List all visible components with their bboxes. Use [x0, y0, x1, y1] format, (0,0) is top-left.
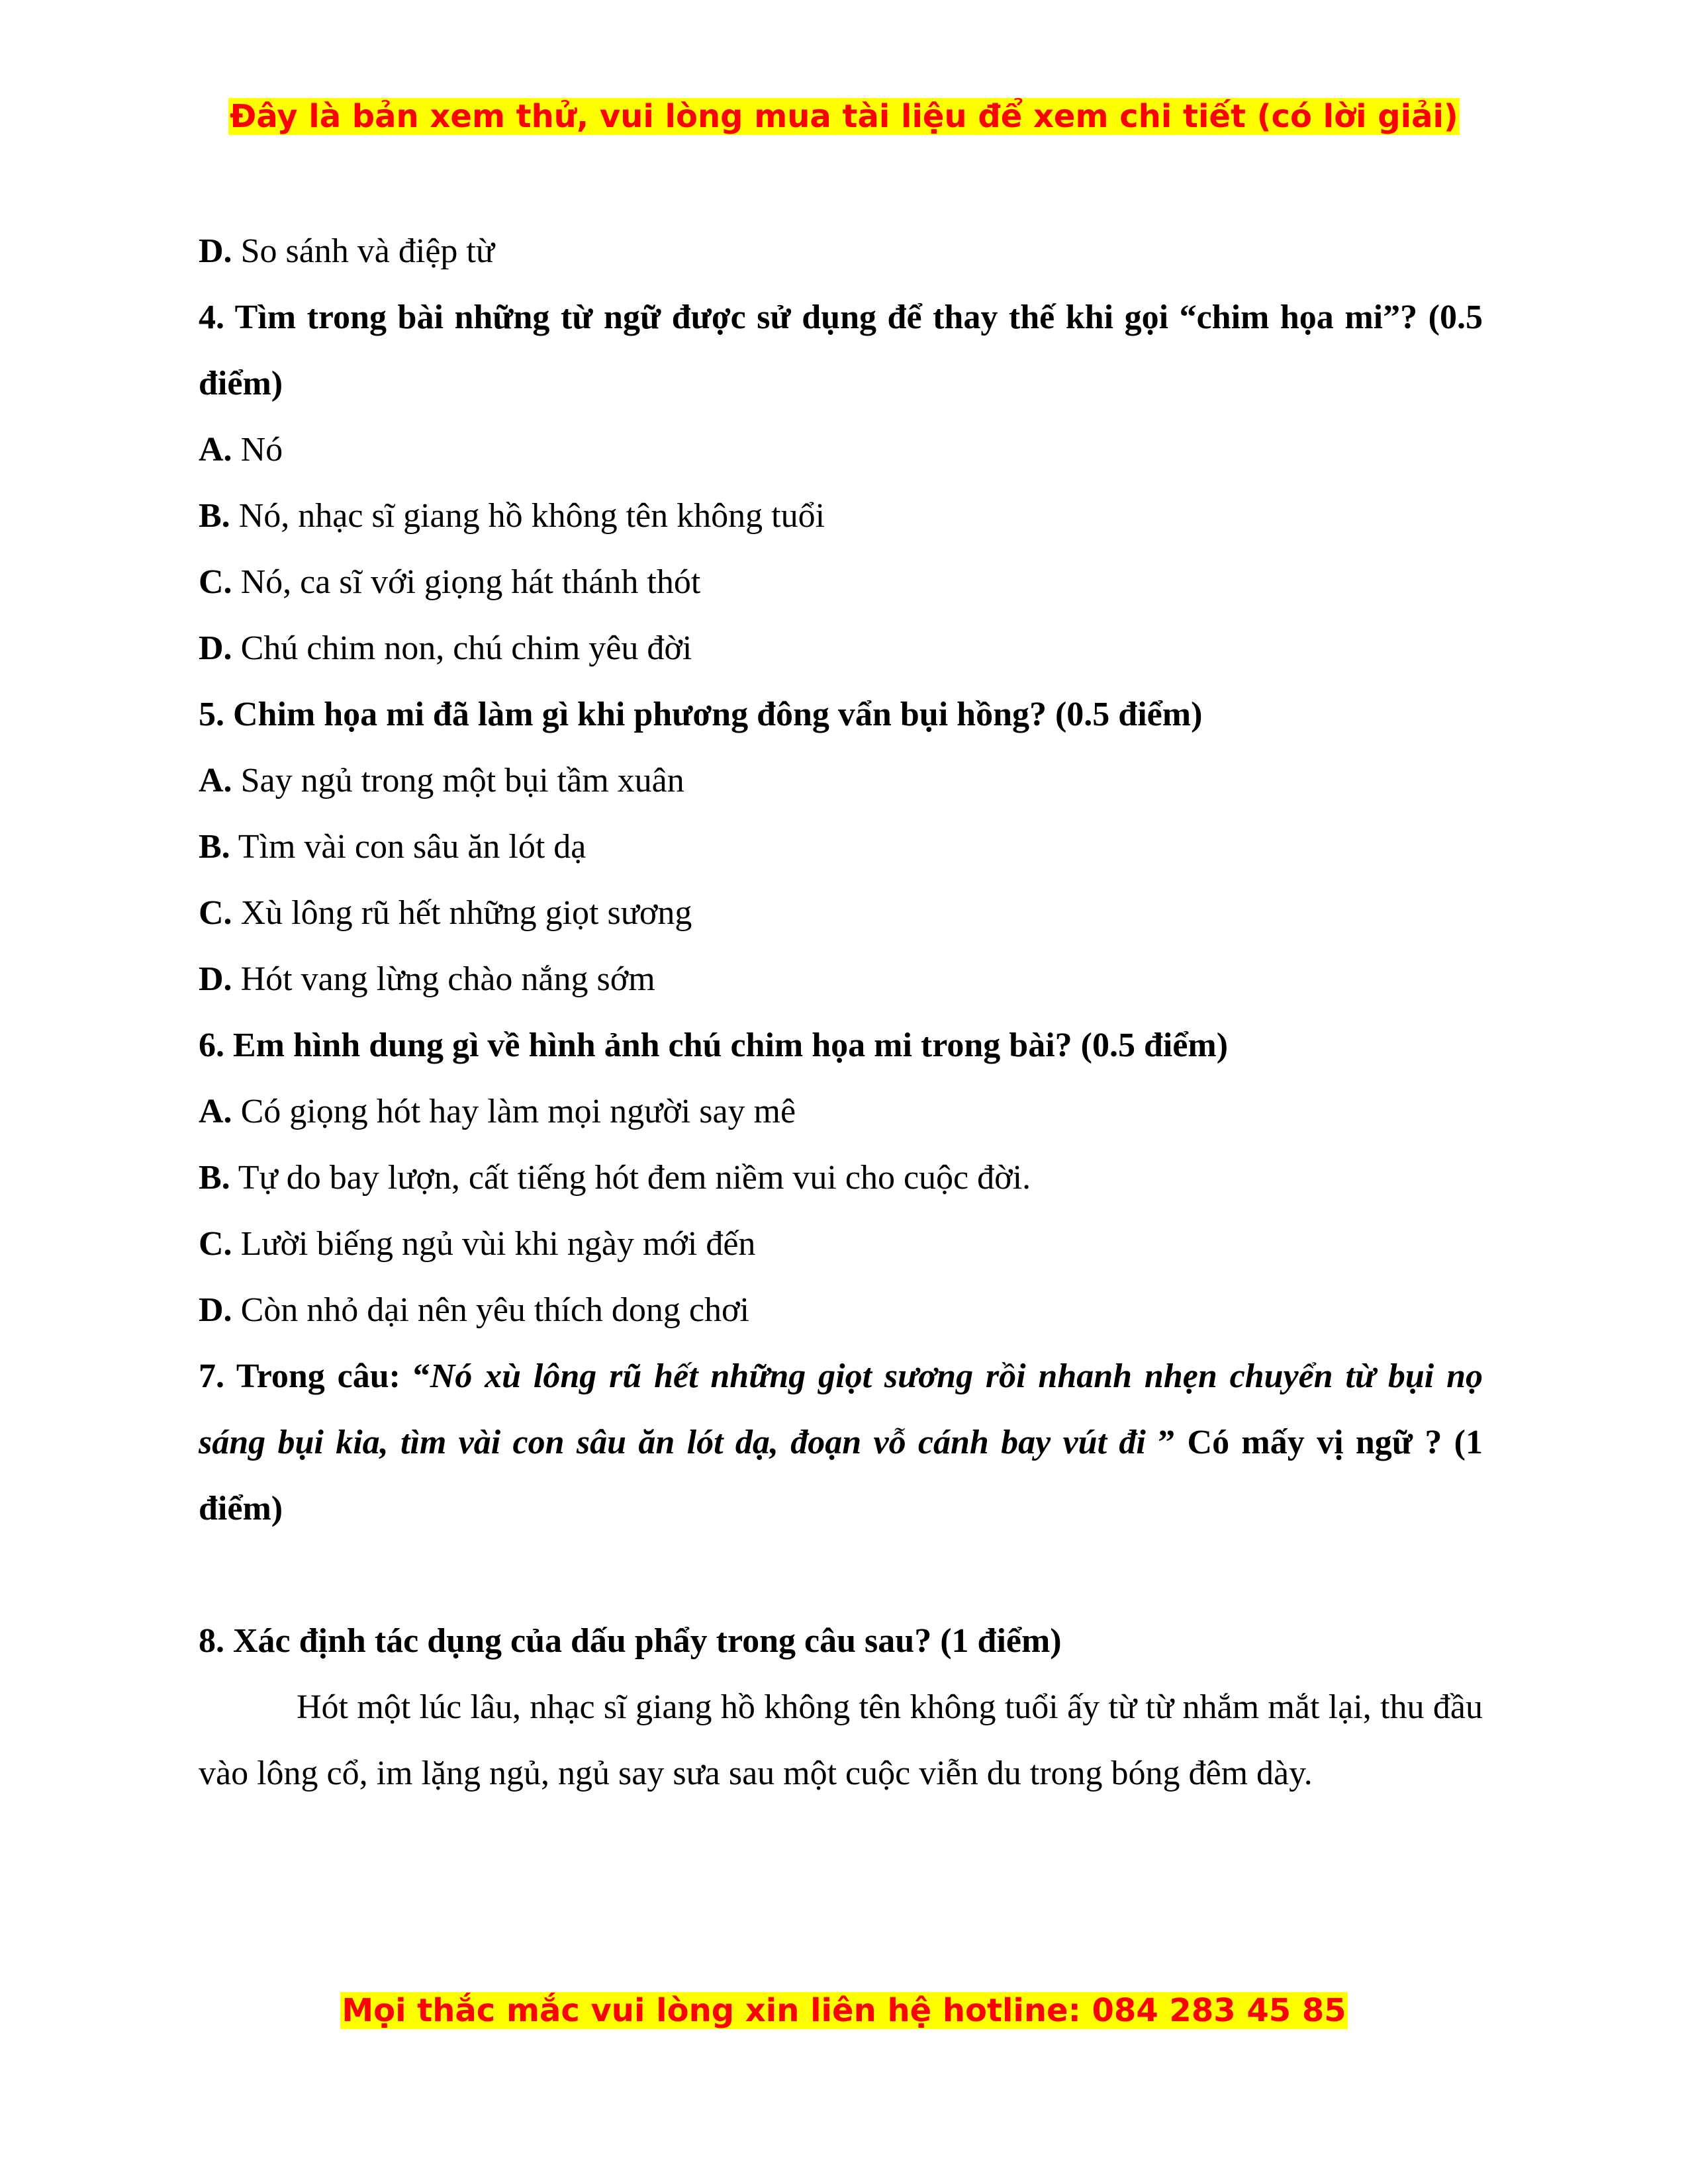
option-letter: A. — [199, 1093, 232, 1130]
option-text: Xù lông rũ hết những giọt sương — [232, 894, 692, 932]
q7-suffix: ” Có mấy vị ngữ ? (1 điểm) — [199, 1424, 1483, 1527]
option-letter: B. — [199, 497, 230, 535]
option-text: Lười biếng ngủ vùi khi ngày mới đến — [232, 1225, 756, 1263]
option-letter: D. — [199, 232, 232, 270]
preview-notice-text: Đây là bản xem thử, vui lòng mua tài liệu để xem chi tiết (có lời giải) — [230, 98, 1458, 135]
option-text: Nó, ca sĩ với giọng hát thánh thót — [232, 563, 701, 601]
option-letter: D. — [199, 960, 232, 998]
q6-option-b — [199, 1145, 1483, 1211]
q5-option-a — [199, 748, 1483, 814]
option-text: So sánh và điệp từ — [232, 232, 495, 270]
question-5: 5. Chim họa mi đã làm gì khi phương đông vẩn bụi hồng? (0.5 điểm) — [199, 696, 1203, 733]
q5-option-d — [199, 946, 1483, 1013]
q7-quote: Nó xù lông rũ hết những giọt sương rồi nhanh nhẹn chuyển từ bụi nọ sáng bụi kia, tìm vài con sâu ăn lót dạ, đoạn vỗ cánh bay vút đi — [199, 1357, 1483, 1461]
option-letter: C. — [199, 563, 232, 601]
option-letter: D. — [199, 629, 232, 667]
answer-space — [199, 1542, 1483, 1608]
option-text: Tự do bay lượn, cất tiếng hót đem niềm vui cho cuộc đời. — [230, 1159, 1031, 1197]
option-text: Hót vang lừng chào nắng sớm — [232, 960, 655, 998]
question-4: 4. Tìm trong bài những từ ngữ được sử dụng để thay thế khi gọi “chim họa mi”? (0.5 điểm) — [199, 298, 1483, 402]
option-letter: C. — [199, 1225, 232, 1263]
option-letter: C. — [199, 894, 232, 932]
q5-option-c — [199, 880, 1483, 946]
option-text: Tìm vài con sâu ăn lót dạ — [230, 828, 586, 866]
option-text: Còn nhỏ dại nên yêu thích dong chơi — [232, 1291, 749, 1329]
q4-option-a — [199, 417, 1483, 483]
prev-option-d — [199, 218, 1483, 285]
document-body — [199, 218, 1483, 1807]
q4-option-b — [199, 483, 1483, 549]
option-letter: B. — [199, 828, 230, 866]
preview-notice-banner — [0, 98, 1688, 135]
q6-option-a — [199, 1079, 1483, 1145]
q6-option-c — [199, 1211, 1483, 1277]
option-letter: A. — [199, 431, 232, 469]
q4-option-d — [199, 615, 1483, 682]
option-text: Say ngủ trong một bụi tầm xuân — [232, 762, 684, 799]
option-text: Nó — [232, 431, 283, 469]
hotline-notice-banner — [0, 1992, 1688, 2029]
q5-option-b — [199, 814, 1483, 880]
q7-prefix: 7. Trong câu: “ — [199, 1357, 430, 1395]
question-7 — [199, 1343, 1483, 1542]
option-letter: A. — [199, 762, 232, 799]
option-text: Có giọng hót hay làm mọi người say mê — [232, 1093, 796, 1130]
option-letter: B. — [199, 1159, 230, 1197]
hotline-notice-text: Mọi thắc mắc vui lòng xin liên hệ hotline: 084 283 45 85 — [342, 1992, 1346, 2029]
q8-passage: Hót một lúc lâu, nhạc sĩ giang hồ không tên không tuổi ấy từ từ nhắm mắt lại, thu đầu vào lông cổ, im lặng ngủ, ngủ say sưa sau một cuộc viễn du trong bóng đêm dày. — [199, 1688, 1483, 1792]
option-text: Nó, nhạc sĩ giang hồ không tên không tuổi — [230, 497, 825, 535]
option-letter: D. — [199, 1291, 232, 1329]
q4-option-c — [199, 549, 1483, 615]
q6-option-d — [199, 1277, 1483, 1343]
option-text: Chú chim non, chú chim yêu đời — [232, 629, 692, 667]
question-6: 6. Em hình dung gì về hình ảnh chú chim họa mi trong bài? (0.5 điểm) — [199, 1026, 1229, 1064]
question-8: 8. Xác định tác dụng của dấu phẩy trong câu sau? (1 điểm) — [199, 1622, 1062, 1660]
